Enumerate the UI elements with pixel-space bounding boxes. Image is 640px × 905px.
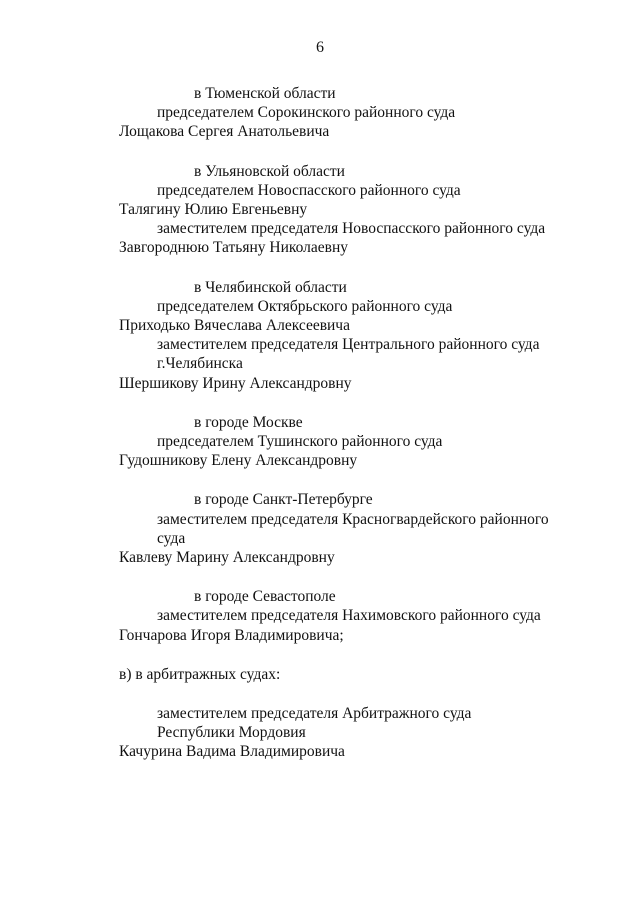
text-line-region: в городе Севастополе: [194, 588, 336, 606]
text-line-region: в Челябинской области: [194, 278, 347, 296]
text-line-indent: председателем Новоспасского районного суда: [157, 181, 461, 199]
text-line-region: в Ульяновской области: [194, 162, 345, 180]
text-line-indent: заместителем председателя Нахимовского районного суда: [157, 607, 541, 625]
text-line-indent: председателем Тушинского районного суда: [157, 433, 443, 450]
text-line-region: в Тюменской области: [194, 85, 336, 102]
text-line-indent: заместителем председателя Красногвардейского районного: [157, 510, 549, 528]
text-line-indent: заместителем председателя Новоспасского районного суда: [157, 220, 546, 238]
text-line-region: в городе Санкт-Петербурге: [194, 491, 373, 509]
text-line-region: в городе Москве: [194, 413, 303, 431]
page-number: 6: [316, 39, 324, 56]
text-line-name: Завгороднюю Татьяну Николаевну: [119, 239, 349, 257]
text-line-name: Кавлеву Марину Александровну: [119, 549, 335, 566]
text-line-name: Лощакова Сергея Анатольевича: [119, 123, 330, 141]
text-line-name: Приходько Вячеслава Алексеевича: [119, 317, 350, 334]
text-line-indent: председателем Октябрьского районного суда: [157, 297, 453, 315]
text-line-indent: суда: [157, 529, 186, 547]
text-line-indent: председателем Сорокинского районного суда: [157, 104, 456, 122]
text-line-section: в) в арбитражных судах:: [119, 665, 281, 683]
text-line-indent: Республики Мордовия: [157, 724, 306, 742]
text-line-indent: заместителем председателя Арбитражного суда: [157, 705, 472, 722]
text-line-name: Талягину Юлию Евгеньевну: [119, 201, 308, 218]
text-line-indent: заместителем председателя Центрального районного суда: [157, 336, 540, 354]
text-line-name: Шершикову Ирину Александровну: [119, 374, 352, 392]
text-line-name: Гудошникову Елену Александровну: [119, 452, 358, 470]
text-line-name: Качурина Вадима Владимировича: [119, 743, 345, 761]
text-line-indent: г.Челябинска: [157, 355, 243, 373]
text-line-name: Гончарова Игоря Владимировича;: [119, 626, 344, 644]
